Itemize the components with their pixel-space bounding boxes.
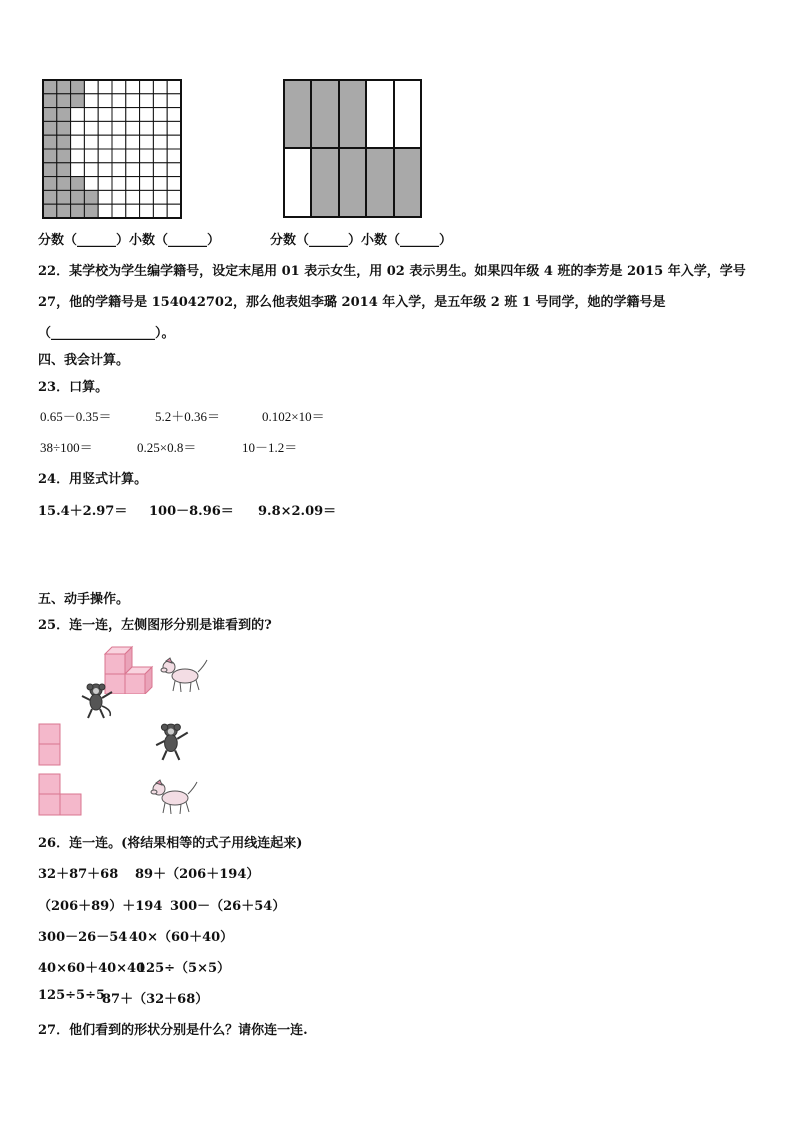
grid-cell [43, 177, 57, 191]
q23-item-6: 10－1.2＝ [242, 440, 298, 455]
q26-left-1: 32＋87＋68 [38, 867, 119, 882]
view-shape-l-three [38, 773, 82, 817]
grid-cell [71, 204, 85, 218]
q23-item-5: 0.25×0.8＝ [137, 440, 197, 455]
grid-cell [167, 80, 181, 94]
grid-cell [98, 190, 112, 204]
grid-cell [98, 135, 112, 149]
grid-cell [71, 190, 85, 204]
q26-right-4: 125÷（5×5） [137, 961, 231, 976]
rectangle-figure [283, 79, 423, 219]
q24-item-2: 100－8.96＝ [149, 504, 234, 519]
grid-cell [98, 149, 112, 163]
view-shape-vertical-two [38, 723, 62, 767]
grid-cell [140, 135, 154, 149]
grid-cell [57, 80, 71, 94]
grid-cell [43, 163, 57, 177]
q24-title: 24．用竖式计算。 [38, 472, 148, 487]
grid-cell [167, 108, 181, 122]
grid-cell [126, 80, 140, 94]
grid-cell [71, 149, 85, 163]
q23-item-1: 0.65－0.35＝ [40, 409, 112, 424]
q25-title: 25．连一连，左侧图形分别是谁看到的? [38, 618, 272, 633]
grid-caption: 分数（______）小数（______） [38, 233, 221, 248]
grid-cell [57, 190, 71, 204]
grid-cell [98, 80, 112, 94]
q23-item-2: 5.2＋0.36＝ [155, 409, 221, 424]
q26-title: 26．连一连。(将结果相等的式子用线连起来) [38, 836, 303, 851]
grid-cell [57, 108, 71, 122]
grid-cell [112, 163, 126, 177]
monkey-icon [80, 682, 116, 720]
grid-cell [43, 204, 57, 218]
grid-cell [140, 108, 154, 122]
grid-cell [140, 80, 154, 94]
grid-cell [153, 177, 167, 191]
grid-cell [43, 80, 57, 94]
grid-cell [153, 149, 167, 163]
q26-left-2: （206＋89）＋194 [38, 899, 163, 914]
grid-cell [140, 177, 154, 191]
grid-cell [153, 163, 167, 177]
grid-cell [167, 149, 181, 163]
section4-title: 四、我会计算。 [38, 353, 130, 368]
grid-cell [153, 190, 167, 204]
q22-answer-blank: （________________）。 [38, 326, 175, 341]
grid-cell [153, 108, 167, 122]
grid-cell [167, 94, 181, 108]
grid-cell [84, 135, 98, 149]
grid-cell [71, 121, 85, 135]
grid-cell [153, 94, 167, 108]
grid-cell [57, 177, 71, 191]
grid-cell [112, 204, 126, 218]
grid-cell [112, 94, 126, 108]
grid-cell [71, 163, 85, 177]
grid-cell [57, 163, 71, 177]
grid-cell [57, 204, 71, 218]
q23-item-3: 0.102×10＝ [262, 409, 325, 424]
grid-cell [140, 204, 154, 218]
grid-cell [98, 94, 112, 108]
grid-cell [43, 121, 57, 135]
grid-cell [98, 121, 112, 135]
grid-cell [84, 121, 98, 135]
grid-cell [71, 135, 85, 149]
grid-cell [153, 121, 167, 135]
grid-cell [112, 121, 126, 135]
grid-cell [84, 163, 98, 177]
grid-cell [167, 190, 181, 204]
grid-cell [112, 190, 126, 204]
grid-cell [98, 177, 112, 191]
q26-right-5: 87＋（32＋68） [102, 992, 209, 1007]
grid-cell [167, 204, 181, 218]
grid-cell [84, 190, 98, 204]
grid-cell [57, 149, 71, 163]
grid-cell [71, 177, 85, 191]
q22-line2: 27，他的学籍号是 154042702，那么他表姐李璐 2014 年入学，是五年级 2 班 1 号同学，她的学籍号是 [38, 295, 666, 310]
q23-item-4: 38÷100＝ [40, 440, 93, 455]
grid-cell [43, 149, 57, 163]
grid-cell [43, 190, 57, 204]
q26-left-4: 40×60＋40×40 [38, 961, 146, 976]
grid-cell [126, 121, 140, 135]
grid-cell [84, 80, 98, 94]
q26-left-5: 125÷5÷5 [38, 988, 106, 1003]
monkey-icon-option [152, 722, 194, 762]
q24-item-3: 9.8×2.09＝ [258, 504, 337, 519]
grid-cell [98, 163, 112, 177]
grid-cell [112, 80, 126, 94]
grid-cell [167, 177, 181, 191]
grid-cell [126, 177, 140, 191]
grid-cell [153, 80, 167, 94]
grid-cell [153, 204, 167, 218]
grid-cell [126, 204, 140, 218]
grid-cell [140, 94, 154, 108]
grid-cell [43, 108, 57, 122]
grid-cell [140, 149, 154, 163]
grid-cell [153, 135, 167, 149]
grid-cell [126, 94, 140, 108]
grid-cell [167, 135, 181, 149]
grid-cell [167, 163, 181, 177]
q27-title: 27．他们看到的形状分别是什么？请你连一连. [38, 1023, 308, 1038]
grid-cell [43, 94, 57, 108]
grid-cell [112, 135, 126, 149]
grid-cell [126, 135, 140, 149]
grid-cell [84, 94, 98, 108]
q26-right-1: 89＋（206＋194） [135, 867, 260, 882]
grid-cell [140, 163, 154, 177]
grid-cell [43, 135, 57, 149]
grid-cell [71, 94, 85, 108]
grid-cell [98, 108, 112, 122]
dog-icon-option [150, 778, 200, 816]
grid-cell [71, 108, 85, 122]
hundred-grid-figure [42, 79, 182, 219]
grid-cell [140, 121, 154, 135]
grid-cell [84, 204, 98, 218]
grid-cell [57, 135, 71, 149]
grid-cell [57, 94, 71, 108]
grid-cell [84, 149, 98, 163]
q22-line1: 22．某学校为学生编学籍号，设定末尾用 01 表示女生，用 02 表示男生。如果四年级 4 班的李芳是 2015 年入学，学号 [38, 264, 746, 279]
q26-right-2: 300－（26＋54） [170, 899, 286, 914]
grid-cell [57, 121, 71, 135]
grid-cell [126, 190, 140, 204]
grid-cell [167, 121, 181, 135]
grid-cell [140, 190, 154, 204]
rect-caption: 分数（______）小数（______） [270, 233, 453, 248]
q26-left-3: 300－26－54 [38, 930, 128, 945]
q26-right-3: 40×（60＋40） [129, 930, 234, 945]
grid-cell [112, 108, 126, 122]
grid-cell [126, 163, 140, 177]
grid-cell [112, 177, 126, 191]
section5-title: 五、动手操作。 [38, 592, 130, 607]
grid-cell [84, 108, 98, 122]
grid-cell [98, 204, 112, 218]
q23-title: 23．口算。 [38, 380, 109, 395]
grid-cell [71, 80, 85, 94]
q24-item-1: 15.4＋2.97＝ [38, 504, 128, 519]
grid-cell [126, 108, 140, 122]
dog-icon [160, 656, 210, 694]
grid-cell [112, 149, 126, 163]
grid-cell [126, 149, 140, 163]
grid-cell [84, 177, 98, 191]
